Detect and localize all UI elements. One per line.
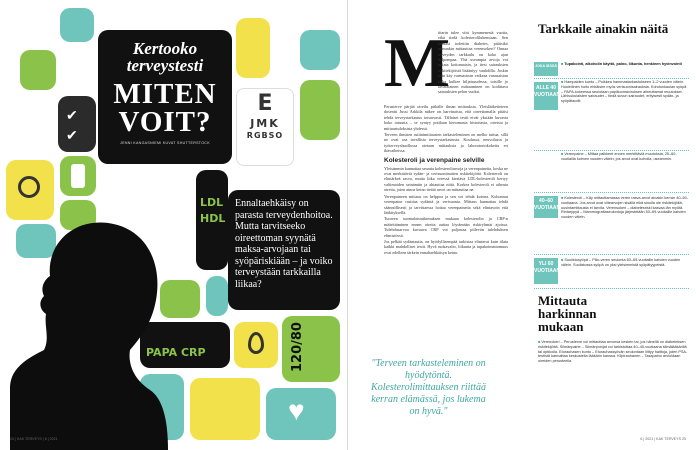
tile-yellow-low xyxy=(190,378,260,440)
page-title: MITEN VOIT? xyxy=(113,78,217,138)
eye-chart xyxy=(236,88,294,166)
right-page xyxy=(348,0,696,450)
sidebar-text: Suolistosyöpä – Piilo-veren seulonta 60–69-vuotiaille kahden vuoden välein. Suolistossa syöpä on yksi yleisimmistä syöpätyypeistä. xyxy=(561,258,681,267)
article-paragraph: Terveen ihmisen rutiinimittausten tarkasteleminen on melko tuttua, sillä ne ovat osa tavallista terveystarkastusta. Koulussa, neuvolassa ja työterveyshuollossa otetaan mittauksia ja laboratoriokokeita eri ikävaiheissa. xyxy=(384,132,508,154)
stethoscope-tile xyxy=(6,160,54,220)
article-paragraph: Jos pelkää sydäntautia, on hyödyllisempää tarkistaa elintavat kuin tilata kaikki mahdolliset testit. Hyvä ruokavalio, liikunta ja tupakoimattomuus ovat edelleen tärkein ennaltaehkäisyn keino. xyxy=(384,238,508,255)
title-kicker: Kertooko terveystesti xyxy=(126,39,204,75)
ldl-label: LDL xyxy=(200,196,224,209)
sidebar-text: Hampaiden kunto – Poikkea hammastarkastukseen 1–2 vuoden välein. Huolellinen hoito ehkäisee myös verisuonisairauksia. Kohdunkaulan syöpä – PAPA-kokeessa seulotaan papilloomaviruksen aiheuttamat muutokset. Lähisukulaisten sairaudet – tiedä suvun sairaudet, erityisesti sydän- ja syöpätaudit. xyxy=(561,80,687,104)
intro-text: Ennaltaehkäisy on parasta terveydenhoitoa. Mutta tarvitseeko oireettoman syynätä maksa-arvojaan tai syöpäriskiään – ja voiko terveystään tarkkailla liikaa? xyxy=(235,198,333,290)
sidebar-text: Kolesteroli – Käy mittauttamassa veren rasva-arvot ainakin kerran 40–50-vuotiaana. Jos arvot ovat viitearvojen sisällä eikä sinulla ole riskitekijöitä, uusintamittausta ei tarvita. Verensokeri – diabetesriski kasvaa iän myötä. Rintarypyä – Mammografiaseulontoja järjestetään 50–69-vuotiaille kahden vuoden välein. xyxy=(561,196,689,220)
divider xyxy=(534,150,689,151)
sidebar-text: Verenokeri – Perusterve voi mittauttaa arvonsa kesken tai, jos hänellä on diabeteksen riskitekijöitä. Silmänpaine – Silmänpohjat voi tarkistuttaa 40–45-vuotiaana silmälääkärillä tai optikolla. Eturauhasen kunto – Eturauhassyövän seulontaan liittyy haittoja, joten PSA-testistä kannattaa keskustella lääkärin kanssa. Kilpirauhanen – Tasapaino arvioidaan oireiden perusteella. xyxy=(538,340,688,364)
heart-tile xyxy=(266,388,336,440)
eye-chart-row-1: E xyxy=(257,91,273,116)
medicine-bottle-tile xyxy=(60,156,96,196)
tile-yellow-top xyxy=(236,18,270,78)
medicine-bottle-icon xyxy=(71,164,85,188)
eye-chart-row-2: JMK xyxy=(250,117,280,130)
article-paragraph: ittarin tulee viisi kymmenestä vuotta, eikä tiedä kolesterolilukemiaan. Sen kulkasi todettiin diabetes, pitäisikö minunkin mittauttaa verensokeri? Onnaa terveyden tarkkailu on koko ajan helpompaa. Yhä useampia arvoja voi mitata kotiomaisin, ja tiesi sairauksien riskitekijöistä lisääntyy vauhdilla. Joskin kain käy varmastoan vaikeaa vanasaistan kuka kulkee hiljaisuudessa, toisille jo tavaralainen mittaaminen on kodittava sairauksien pelon vuoksi. xyxy=(438,30,508,95)
sidebar-under-40 xyxy=(561,80,689,146)
age-label-every: JOKA IÄSSÄ xyxy=(534,62,558,76)
title-box xyxy=(98,30,232,164)
head-silhouette xyxy=(0,218,170,450)
article-paragraph: Yleisimmin kannattaa seurata kolesteroliarvoja ja verenpainetta, koska ne ovat merkittäviä sydän- ja verisuonitautien riskitekijöitä. Kolesteroli on elintärkeä rasva, mutta liika veressä kiertävä LDL-kolesteroli kertyy valtimoiden seinämiin ja ahtauttaa niitä. Korkea kolesteroli ei aiheuta oireita, joten ainoa keino tietää arvot on mittauttaa ne. xyxy=(384,165,508,193)
blood-pressure-label: 120/80 xyxy=(290,322,305,372)
checkmark-icon: ✔ xyxy=(66,107,78,123)
age-label-40-60: 40–60 VUOTIAANA xyxy=(534,196,558,218)
right-folio: 6 | 2021 | KAK TERVEYS 25 xyxy=(640,437,686,441)
sidebar-blood-pressure xyxy=(561,152,689,188)
tile-teal-top xyxy=(60,8,94,42)
eye-chart-row-3: RGBSO xyxy=(246,131,284,140)
bullet-icon: ■ xyxy=(561,80,565,84)
article-paragraph: Tuoreen suomalaistutkimuksen mukaan kolesterolin ja CRP:n määrittäminen ennen oireita auttaa löytämään riskiryhmät ajoissa. Tulehdusarvoa kuvaava CRP voi paljastaa piilevän tulehduksen elimistössä. xyxy=(384,216,508,238)
checklist-tile xyxy=(58,96,96,152)
drop-cap: M xyxy=(384,25,451,102)
bullet-icon: ■ xyxy=(538,340,542,344)
bullet-icon: ■ xyxy=(561,196,565,200)
sidebar-text: Tupakointi, alkoholin käyttö, paino, liikunta, henkinen hyvinvointi xyxy=(564,62,682,66)
sidebar-heading: Tarkkaile ainakin näitä xyxy=(538,21,669,36)
article-paragraph: Verenpaineen mittaus on helppoa ja sen voi tehdä kotona. Kohonnut verenpaine rasittaa sydäntä ja verisuonia. Mittaus kannattaa tehdä säännöllisesti ja tarvittaessa hoitaa verenpainetta sekä elintavoin että lääkityksellä. xyxy=(384,193,508,215)
subheading: Kolesteroli ja verenpaine selville xyxy=(384,156,485,164)
blood-drop-tile xyxy=(234,322,278,368)
tile-teal-low xyxy=(206,276,228,316)
blood-drop-icon xyxy=(248,332,264,354)
sidebar-text: Verenpaine – Mittaa palkkeet ennen merkittäviä muutoksia, 25–60-vuotiailla kolmen vuoden välein; jos arvot ovat koholla, useammin. xyxy=(561,152,677,161)
tile-green-right xyxy=(300,80,340,140)
bullet-icon: ■ xyxy=(561,152,565,156)
article-paragraph: Perusterve pärjää oireilu pitkälle ilman mittauksia. Yleislääketieteen dosentti Jussi Arkkila näkee on harvinaista, että oireettomalla pitäisi tehdä terveystarkastus toistuvasti. Tällaiset testit eivät yksiään kuvasta koko totuutta – se syntyy potilaan kertomasta historiasta, oireista ja mittaustuloksista yhdessä. xyxy=(384,104,508,131)
tile-green-top xyxy=(20,50,56,90)
bullet-icon: ■ xyxy=(561,62,565,66)
heart-hand-icon: ♥ xyxy=(288,395,305,426)
sidebar-40-60 xyxy=(561,196,689,250)
divider xyxy=(534,288,689,289)
article-intro xyxy=(438,30,508,106)
article-column xyxy=(384,104,508,334)
hdl-label: HDL xyxy=(200,212,226,225)
left-folio: 24 | KAK TERVEYS | 6 | 2021 xyxy=(10,437,58,441)
sidebar-over-60 xyxy=(561,258,689,282)
age-label-over-60: YLI 60 VUOTIAANA xyxy=(534,258,558,284)
divider xyxy=(534,78,689,79)
divider xyxy=(534,254,689,255)
checkmark-icon: ✔ xyxy=(66,127,78,143)
byline: JENNI KANGASNIEMI KUVAT SHUTTERSTOCK xyxy=(120,141,210,145)
bullet-icon: ■ xyxy=(561,258,565,262)
tile-teal-right xyxy=(300,30,340,70)
sidebar-consider xyxy=(538,340,688,430)
papa-crp-label: PAPA CRP xyxy=(146,346,206,359)
stethoscope-icon xyxy=(18,176,40,198)
pull-quote: "Terveen tarkasteleminen on hyödytöntä. Kolesterolimittauksen riittää kerran elämässä, jos lukema on hyvä." xyxy=(371,358,486,417)
age-label-under-40: ALLE 40 VUOTIAANA xyxy=(534,82,558,110)
sidebar-heading-2: Mittauta harkinnan mukaan xyxy=(538,293,597,334)
divider xyxy=(534,192,689,193)
intro-box xyxy=(228,190,340,310)
sidebar-every-age xyxy=(561,62,689,74)
